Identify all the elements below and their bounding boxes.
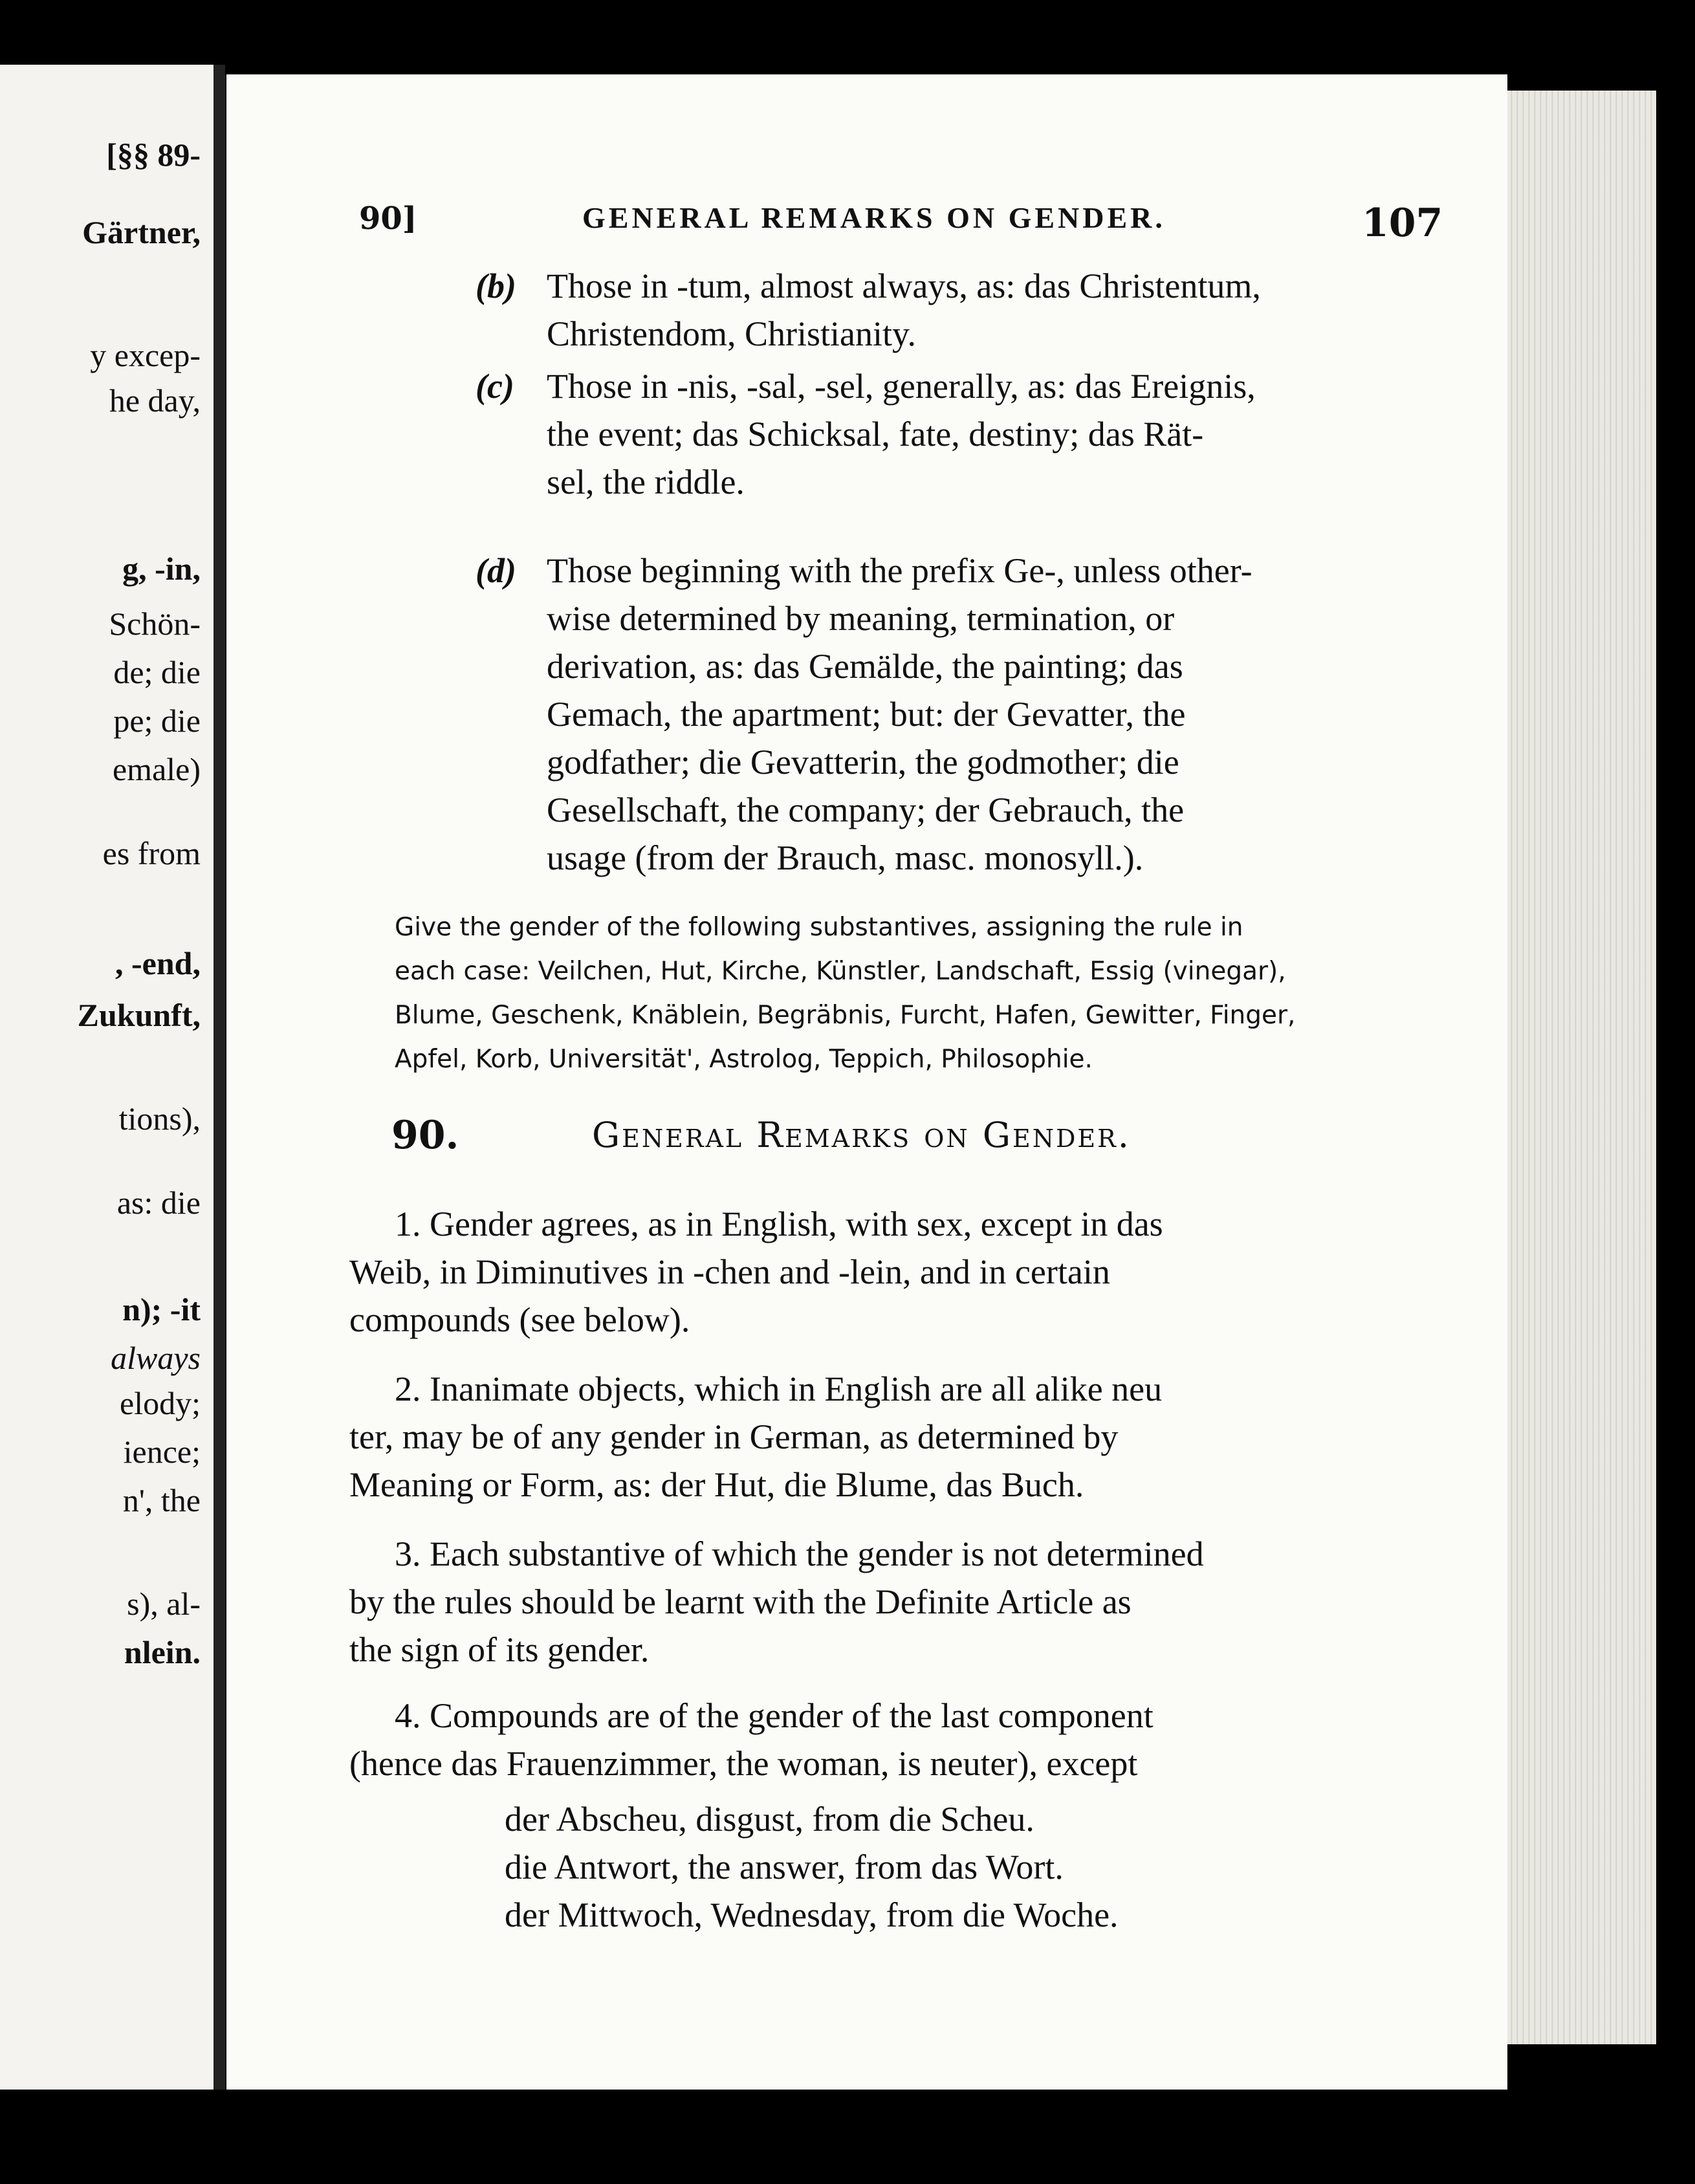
paragraph-line: 3. Each substantive of which the gender is not determined [395,1534,1204,1573]
left-page-line: , -end, [115,945,201,981]
rule-c [476,362,1256,506]
rule-c-label: (c) [476,367,514,406]
exercise-box [395,906,1462,1082]
left-page-line: he day, [109,382,201,419]
running-header [226,201,1507,259]
rule-d-line: Gesellschaft, the company; der Gebrauch, the [547,791,1185,829]
left-page-line: elody; [120,1385,201,1421]
left-page-line: ience; [123,1434,201,1470]
section-reference: 90] [359,201,417,237]
page-number: 107 [1362,201,1443,246]
left-page-line: es from [102,835,201,871]
rule-d-line: derivation, as: das Gemälde, the painting; das [547,647,1183,686]
left-page-line: g, -in, [122,551,201,587]
section-title: General Remarks on Gender. [592,1115,1131,1155]
exercise-line: Blume, Geschenk, Knäblein, Begräbnis, Furcht, Hafen, Gewitter, Finger, [395,1001,1296,1030]
paragraph-line: compounds (see below). [349,1300,690,1339]
page-stack-edge [1507,91,1656,2044]
left-page-line: Gärtner, [82,214,201,250]
left-page-line: de; die [113,654,201,690]
paragraph-1 [349,1200,1449,1344]
rule-b [476,262,1261,358]
rule-d-line: usage (from der Brauch, masc. monosyll.). [547,838,1144,877]
exercise-line: each case: Veilchen, Hut, Kirche, Künstler, Landschaft, Essig (vinegar), [395,957,1286,986]
example-line: der Abscheu, disgust, from die Scheu. [505,1800,1034,1839]
left-page-line: pe; die [113,703,201,739]
rule-c-line: Those in -nis, -sal, -sel, generally, as: das Ereignis, [547,367,1256,406]
rule-d-line: wise determined by meaning, termination, or [547,599,1175,638]
left-page-line: Zukunft, [77,997,201,1033]
paragraph-2 [349,1365,1449,1509]
left-page-line: Schön- [109,606,201,642]
rule-d-line: Those beginning with the prefix Ge-, unless other- [547,551,1252,590]
paragraph-3 [349,1530,1449,1674]
compound-examples [505,1795,1604,1939]
left-page-line: y excep- [90,337,201,373]
rule-d [476,547,1252,882]
rule-b-line: Christendom, Christianity. [547,314,916,353]
left-page-line: [§§ 89- [106,136,201,173]
previous-page-edge [0,65,225,2090]
rule-d-line: Gemach, the apartment; but: der Gevatter, the [547,695,1186,734]
paragraph-line: 1. Gender agrees, as in English, with sex, except in das [395,1205,1163,1243]
rule-c-line: sel, the riddle. [547,463,745,501]
running-title: GENERAL REMARKS ON GENDER. [582,201,1166,234]
example-line: die Antwort, the answer, from das Wort. [505,1848,1064,1886]
exercise-line: Give the gender of the following substantives, assigning the rule in [395,913,1243,942]
left-page-line: n', the [122,1482,201,1518]
paragraph-line: 4. Compounds are of the gender of the last component [395,1696,1154,1735]
rule-c-line: the event; das Schicksal, fate, destiny; das Rät- [547,415,1204,453]
left-page-line: s), al- [127,1586,201,1622]
rule-b-line: Those in -tum, almost always, as: das Christentum, [547,267,1261,305]
left-page-line: as: die [116,1185,201,1221]
left-page-line: n); -it [122,1291,201,1327]
book-page [226,74,1507,2090]
paragraph-line: Weib, in Diminutives in -chen and -lein, and in certain [349,1252,1110,1291]
rule-d-label: (d) [476,551,516,590]
rule-b-label: (b) [476,267,516,305]
paragraph-line: (hence das Frauenzimmer, the woman, is neuter), except [349,1744,1138,1783]
left-page-line: nlein. [124,1634,201,1670]
exercise-line: Apfel, Korb, Universität', Astrolog, Teppich, Philosophie. [395,1045,1093,1074]
left-page-line: emale) [112,751,201,787]
example-line: der Mittwoch, Wednesday, from die Woche. [505,1895,1119,1934]
section-number: 90. [391,1113,459,1158]
paragraph-line: by the rules should be learnt with the Definite Article as [349,1582,1132,1621]
paragraph-4 [349,1692,1449,1787]
paragraph-line: 2. Inanimate objects, which in English are all alike neu [395,1370,1163,1408]
rule-d-line: godfather; die Gevatterin, the godmother; die [547,743,1179,781]
left-page-line: always [111,1340,201,1376]
paragraph-line: Meaning or Form, as: der Hut, die Blume, das Buch. [349,1465,1084,1504]
paragraph-line: ter, may be of any gender in German, as determined by [349,1417,1119,1456]
left-page-line: tions), [118,1100,201,1137]
paragraph-line: the sign of its gender. [349,1630,650,1669]
